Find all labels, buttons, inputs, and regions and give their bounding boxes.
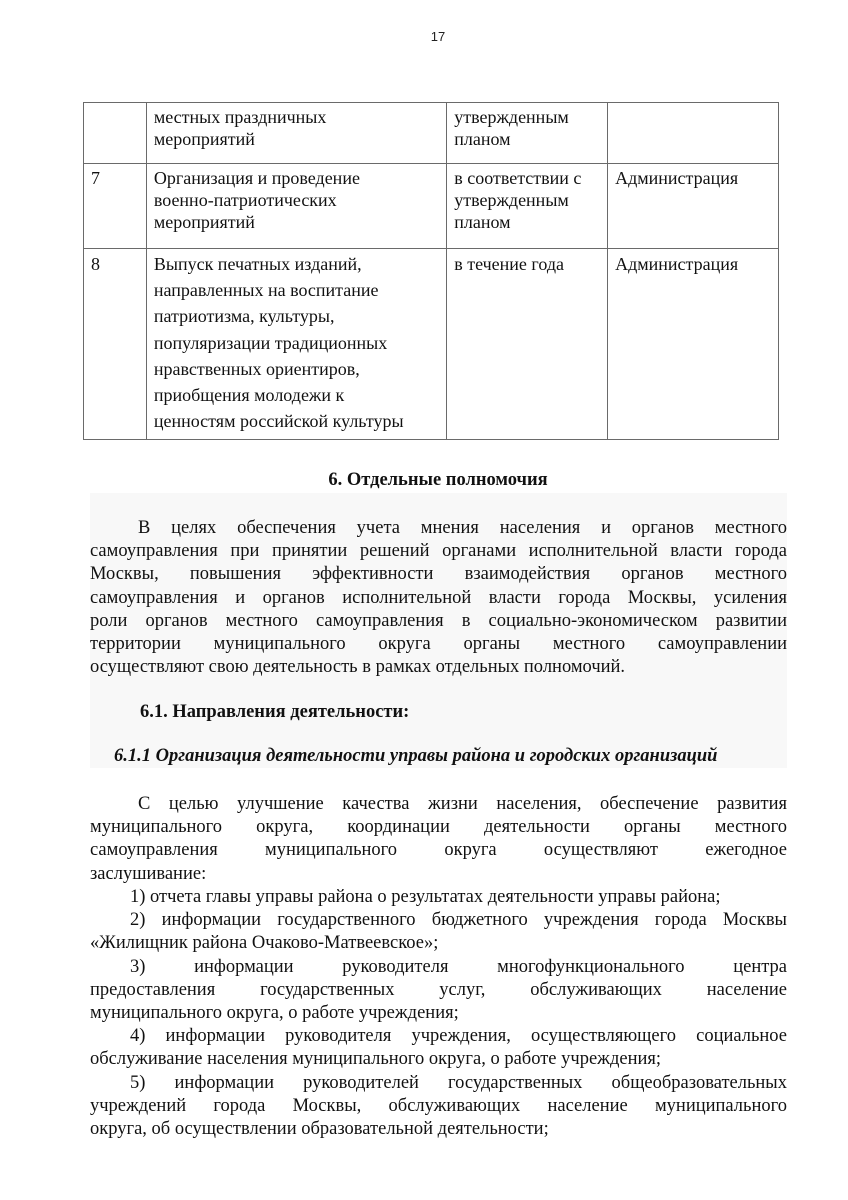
list-item: 2) информации государственного бюджетного учреждения города Москвы — [130, 910, 787, 931]
section-intro-paragraph: В целях обеспечения учета мнения населения и органов местного самоуправления при принятии решений органами исполнительной власти города Москвы, повышения эффективности взаимодействия органов местного самоуправления и органов исполнительной власти города Москвы, усиления роли органов местного самоуправления в социально-экономическом развитии территории муниципального округа органы местного самоуправлении осуществляют свою деятельность в рамках отдельных полномочий. — [90, 518, 787, 678]
responsible-cell: Администрация — [608, 249, 779, 440]
section-heading: 6. Отдельные полномочия — [328, 470, 548, 490]
page-number: 17 — [430, 29, 446, 44]
table-row — [84, 103, 779, 164]
event-name-cell: местных праздничных мероприятий — [146, 103, 446, 164]
row-number-cell: 7 — [84, 164, 147, 249]
table-row — [84, 249, 779, 440]
list-item: 1) отчета главы управы района о результатах деятельности управы района; — [130, 887, 721, 907]
term-cell: в течение года — [447, 249, 608, 440]
term-cell: в соответствии с утвержденным планом — [447, 164, 608, 249]
subsection-heading: 6.1. Направления деятельности: — [140, 702, 410, 722]
row-number-cell: 8 — [84, 249, 147, 440]
term-cell: утвержденным планом — [447, 103, 608, 164]
responsible-cell: Администрация — [608, 164, 779, 249]
list-item: 5) информации руководителей государственных общеобразовательных — [130, 1072, 787, 1093]
hearings-list: 1) отчета главы управы района о результатах деятельности управы района; 2) информации государственного бюджетного учреждения города Москвы «Жилищник района Очаково-Матвеевское»; 3) информации руководителя многофункционального центра предоставления государственных услуг, обслуживающих население муниципального округа, о работе учреждения; 4) информации руководителя учреждения, осуществляющего социальное обслуживание населения муниципального округа, о работе учреждения; 5) информации руководителей государственных общеобразовательных учреждений города Москвы, обслуживающих население муниципального округа, об осуществлении образовательной деятельности; — [90, 887, 787, 1140]
body-paragraph: С целью улучшение качества жизни населения, обеспечение развития муниципального округа, координации деятельности органы местного самоуправления муниципального округа осуществляют ежегодное заслушивание: — [90, 794, 787, 884]
list-item: 3) информации руководителя многофункционального центра — [130, 956, 787, 977]
events-plan-table — [83, 102, 779, 440]
event-name-cell: Выпуск печатных изданий, направленных на воспитание патриотизма, культуры, популяризации традиционных нравственных ориентиров, приобщения молодежи к ценностям российской культуры — [146, 249, 446, 440]
table-row — [84, 164, 779, 249]
list-item: 4) информации руководителя учреждения, осуществляющего социальное — [130, 1026, 787, 1047]
responsible-cell — [608, 103, 779, 164]
event-name-cell: Организация и проведение военно-патриотических мероприятий — [146, 164, 446, 249]
subsubsection-heading: 6.1.1 Организация деятельности управы района и городских организаций — [114, 746, 718, 766]
row-number-cell — [84, 103, 147, 164]
